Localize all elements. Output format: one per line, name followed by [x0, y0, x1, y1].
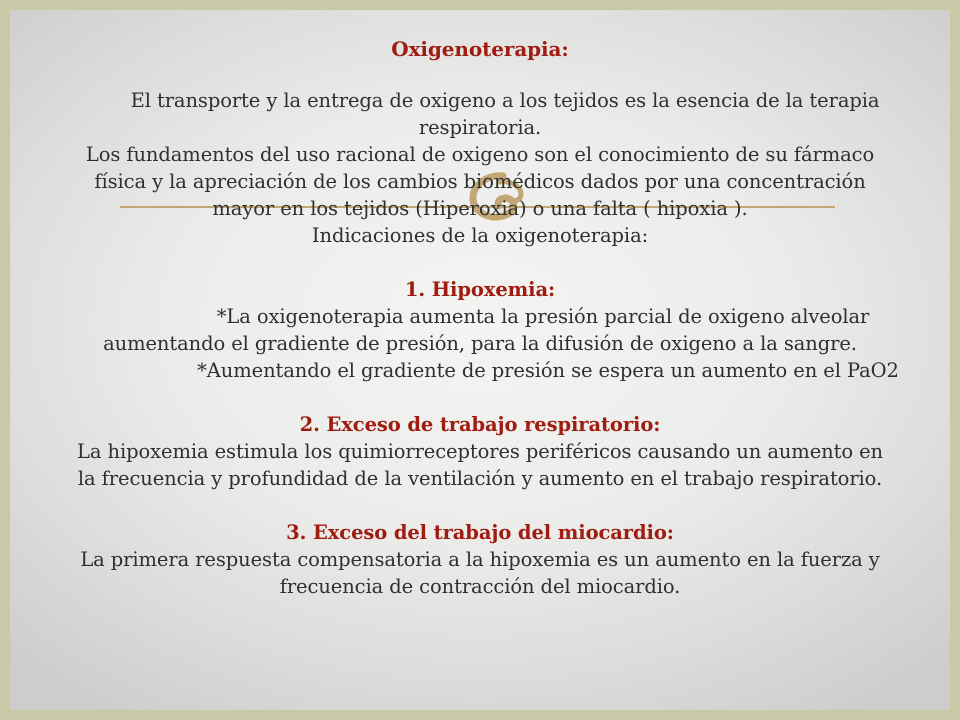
section-line: la frecuencia y profundidad de la ventilación y aumento en el trabajo respiratorio.: [77, 467, 883, 490]
frame-top: [0, 0, 960, 10]
section-heading-trabajo-respiratorio: 2. Exceso de trabajo respiratorio:: [299, 413, 661, 436]
frame-right: [950, 0, 960, 720]
fundamentals-line-1: Los fundamentos del uso racional de oxigeno son el conocimiento de su fármaco: [85, 143, 875, 166]
fundamentals-line-2: física y la apreciación de los cambios biomédicos dados por una concentración: [94, 170, 866, 193]
section-heading-hipoxemia: 1. Hipoxemia:: [404, 278, 556, 301]
section-line: *Aumentando el gradiente de presión se espera un aumento en el PaO2: [197, 359, 899, 382]
frame-bottom: [0, 710, 960, 720]
fundamentals-line-3: mayor en los tejidos (Hiperoxia) o una falta ( hipoxia ).: [212, 197, 748, 220]
intro-line-2: respiratoria.: [418, 116, 542, 139]
section-line: frecuencia de contracción del miocardio.: [279, 575, 681, 598]
intro-line-1: El transporte y la entrega de oxigeno a los tejidos es la esencia de la terapia: [130, 89, 880, 112]
section-line: *La oxigenoterapia aumenta la presión parcial de oxigeno alveolar: [216, 305, 870, 328]
frame-left: [0, 0, 10, 720]
section-line: La primera respuesta compensatoria a la hipoxemia es un aumento en la fuerza y: [80, 548, 880, 571]
section-line: La hipoxemia estimula los quimiorreceptores periféricos causando un aumento en: [77, 440, 883, 463]
section-heading-trabajo-miocardio: 3. Exceso del trabajo del miocardio:: [286, 521, 674, 544]
slide-title: Oxigenoterapia:: [391, 37, 569, 61]
slide-body: [40, 36, 920, 600]
indications-label: Indicaciones de la oxigenoterapia:: [311, 224, 649, 247]
section-line: aumentando el gradiente de presión, para la difusión de oxigeno a la sangre.: [103, 332, 857, 355]
